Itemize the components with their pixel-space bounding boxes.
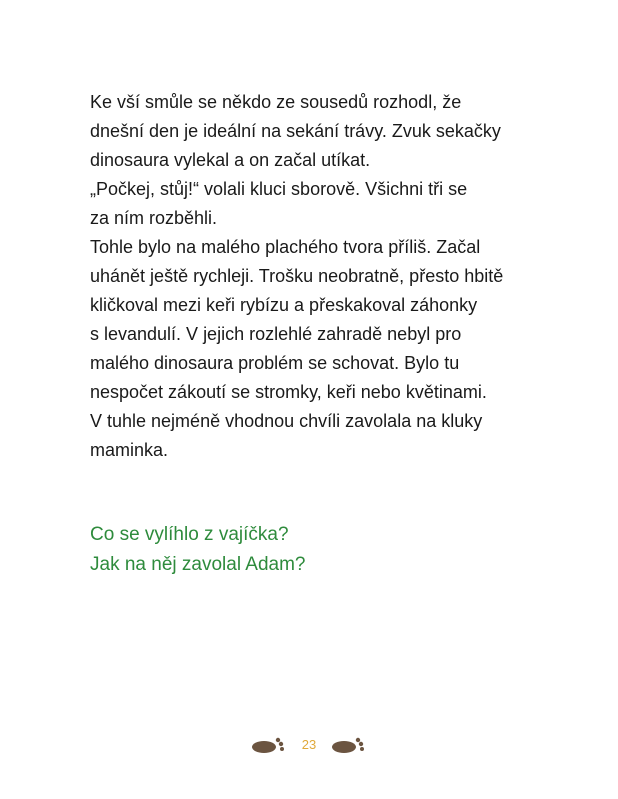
text-line: V tuhle nejméně vhodnou chvíli zavolala na kluky <box>90 411 483 431</box>
question-2: Jak na něj zavolal Adam? <box>90 554 306 575</box>
footprint-icon <box>250 735 290 755</box>
text-line: dinosaura vylekal a on začal utíkat. <box>90 150 371 170</box>
text-line: „Počkej, stůj!“ volali kluci sborově. Všichni tři se <box>90 179 468 199</box>
footprint-icon <box>328 735 368 755</box>
text-line: maminka. <box>90 440 169 460</box>
page-number: 23 <box>301 737 317 752</box>
text-line: Ke vší smůle se někdo ze sousedů rozhodl, že <box>90 92 462 112</box>
page-footer <box>0 733 618 757</box>
text-line: malého dinosaura problém se schovat. Bylo tu <box>90 353 460 373</box>
text-line: uhánět ještě rychleji. Trošku neobratně, přesto hbitě <box>90 266 504 286</box>
text-line: kličkoval mezi keři rybízu a přeskakoval záhonky <box>90 295 478 315</box>
comprehension-questions <box>90 520 560 580</box>
text-line: nespočet zákoutí se stromky, keři nebo květinami. <box>90 382 487 402</box>
text-line: s levandulí. V jejich rozlehlé zahradě nebyl pro <box>90 324 462 344</box>
story-text <box>90 88 560 465</box>
text-line: dnešní den je ideální na sekání trávy. Zvuk sekačky <box>90 121 501 141</box>
question-1: Co se vylíhlo z vajíčka? <box>90 524 289 545</box>
text-line: za ním rozběhli. <box>90 208 218 228</box>
text-line: Tohle bylo na malého plachého tvora příliš. Začal <box>90 237 481 257</box>
